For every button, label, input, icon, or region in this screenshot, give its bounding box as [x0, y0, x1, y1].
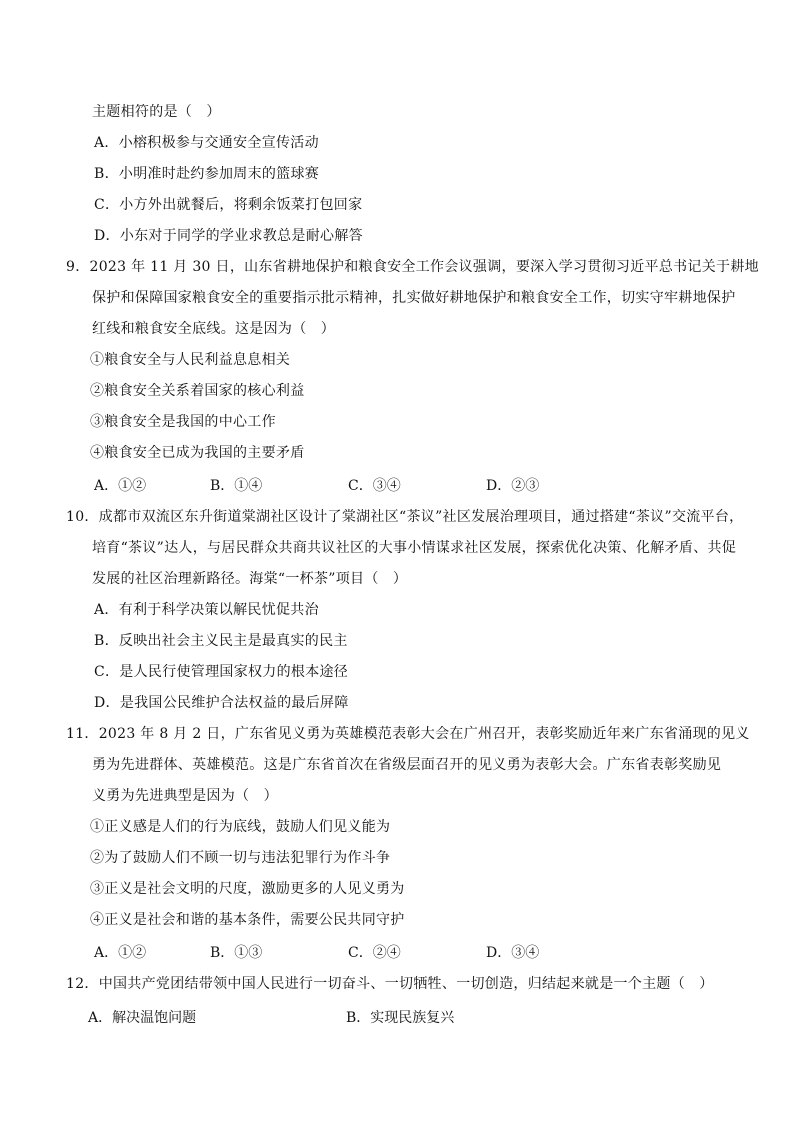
- q11-statement-2: ②为了鼓励人们不顾一切与违法犯罪行为作斗争: [90, 850, 391, 866]
- q12-stem-line1: 12．中国共产党团结带领中国人民进行一切奋斗、一切牺牲、一切创造，归结起来就是一个主题（ ）: [66, 976, 714, 992]
- q12-option-a: A．解决温饱问题: [88, 1010, 197, 1026]
- q9-choice-c: C．③④: [348, 478, 401, 494]
- q11-stem-line3: 义勇为先进典型是因为（ ）: [92, 788, 278, 804]
- q11-statement-1: ①正义感是人们的行为底线，鼓励人们见义能为: [90, 819, 391, 835]
- q10-stem-line2: 培育“茶议”达人，与居民群众共商共议社区的大事小情谋求社区发展，探索优化决策、化解矛盾、共促: [92, 540, 737, 556]
- q11-choice-c: C．②④: [348, 945, 401, 961]
- q10-option-d: D．是我国公民维护合法权益的最后屏障: [94, 695, 349, 711]
- q11-statement-3: ③正义是社会文明的尺度，激励更多的人见义勇为: [90, 881, 405, 897]
- q9-choice-d: D．②③: [486, 478, 540, 494]
- q10-option-a: A．有利于科学决策以解民忧促共治: [94, 602, 319, 618]
- q9-statement-1: ①粮食安全与人民利益息息相关: [90, 352, 291, 368]
- q9-choice-a: A．①②: [94, 478, 147, 494]
- q8-option-a: A．小榕积极参与交通安全宣传活动: [94, 135, 319, 151]
- q9-statement-3: ③粮食安全是我国的中心工作: [90, 414, 276, 430]
- q9-statement-4: ④粮食安全已成为我国的主要矛盾: [90, 445, 305, 461]
- q9-statement-2: ②粮食安全关系着国家的核心利益: [90, 383, 305, 399]
- q11-choice-a: A．①②: [94, 945, 147, 961]
- q10-option-b: B．反映出社会主义民主是最真实的民主: [94, 633, 348, 649]
- q9-stem-line1: 9．2023 年 11 月 30 日，山东省耕地保护和粮食安全工作会议强调，要深入学习贯彻习近平总书记关于耕地: [66, 259, 759, 275]
- q12-option-b: B．实现民族复兴: [346, 1010, 455, 1026]
- q11-choice-b: B．①③: [210, 945, 263, 961]
- q8-option-c: C．小方外出就餐后，将剩余饭菜打包回家: [94, 197, 363, 213]
- q9-stem-line2: 保护和保障国家粮食安全的重要指示批示精神，扎实做好耕地保护和粮食安全工作，切实守牢耕地保护: [92, 290, 736, 306]
- q9-stem-line3: 红线和粮食安全底线。这是因为（ ）: [92, 321, 336, 337]
- q8-option-d: D．小东对于同学的学业求教总是耐心解答: [94, 228, 363, 244]
- q8-option-b: B．小明准时赴约参加周末的篮球赛: [94, 166, 320, 182]
- q11-stem-line1: 11．2023 年 8 月 2 日，广东省见义勇为英雄模范表彰大会在广州召开，表彰奖励近年来广东省涌现的见义: [66, 726, 750, 742]
- q8-stem-tail: 主题相符的是（ ）: [92, 104, 221, 120]
- q10-stem-line3: 发展的社区治理新路径。海棠“一杯茶”项目（ ）: [92, 571, 408, 587]
- q9-choice-b: B．①④: [210, 478, 263, 494]
- q11-choice-d: D．③④: [486, 945, 540, 961]
- q11-stem-line2: 勇为先进群体、英雄模范。这是广东省首次在省级层面召开的见义勇为表彰大会。广东省表彰奖励见: [92, 757, 722, 773]
- q11-statement-4: ④正义是社会和谐的基本条件，需要公民共同守护: [90, 912, 405, 928]
- q10-option-c: C．是人民行使管理国家权力的根本途径: [94, 664, 349, 680]
- q10-stem-line1: 10．成都市双流区东升街道棠湖社区设计了棠湖社区“茶议”社区发展治理项目，通过搭建“茶议”交流平台，: [66, 509, 744, 525]
